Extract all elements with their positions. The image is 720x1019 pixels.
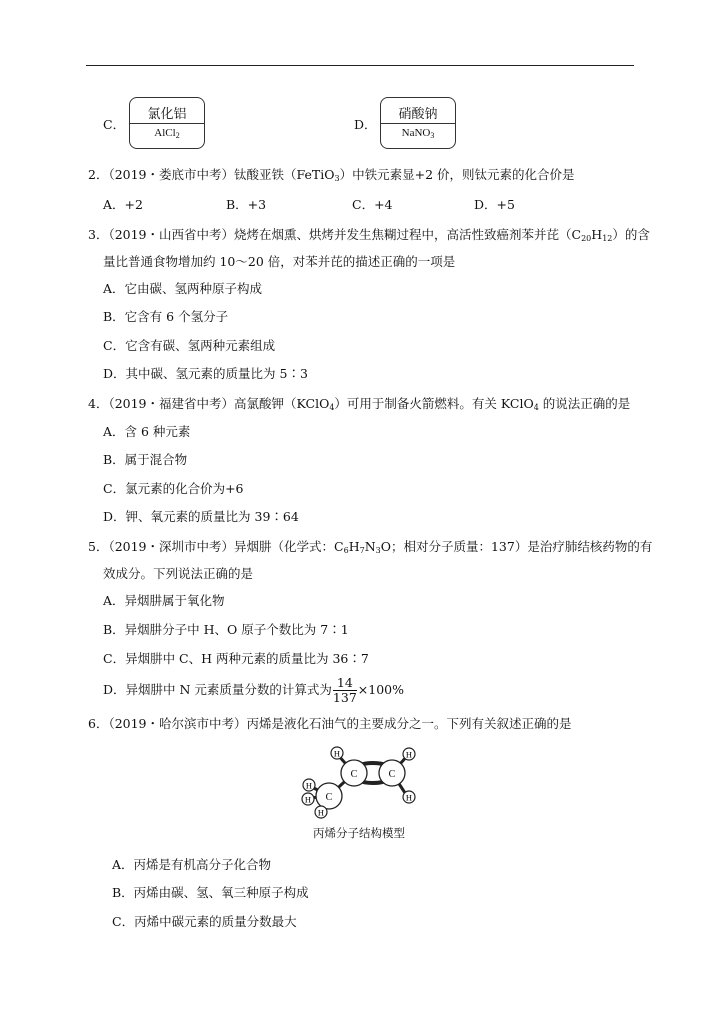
diagram-caption: 丙烯分子结构模型 — [313, 826, 405, 840]
card-c-name: 氯化铝 — [147, 107, 187, 122]
q5-option-c: C．异烟肼中 C、H 两种元素的质量比为 36∶7 — [103, 651, 369, 666]
svg-text:H: H — [405, 749, 413, 760]
q4-option-b: B．属于混合物 — [103, 452, 188, 467]
q1-option-c-card — [129, 97, 205, 149]
svg-text:C: C — [350, 769, 358, 780]
q2-option-a: A．+2 — [103, 197, 143, 212]
card-c-divider — [130, 123, 204, 124]
q4-option-d: D．钾、氧元素的质量比为 39∶64 — [103, 509, 299, 524]
q2-option-c: C．+4 — [352, 197, 393, 212]
svg-text:H: H — [304, 794, 312, 805]
q6-option-b: B．丙烯由碳、氢、氧三种原子构成 — [112, 885, 309, 900]
q4-option-c: C．氯元素的化合价为+6 — [103, 481, 244, 496]
q4-option-a: A．含 6 种元素 — [103, 424, 191, 439]
q6-option-c: C．丙烯中碳元素的质量分数最大 — [112, 914, 297, 929]
q5-option-d: D．异烟肼中 N 元素质量分数的计算式为 $\frac{14}{137}$ ×100% — [103, 675, 404, 705]
q2-option-d: D．+5 — [474, 197, 515, 212]
header-rule — [86, 65, 634, 66]
q5-option-a: A．异烟肼属于氧化物 — [103, 593, 225, 608]
q3-option-c: C．它含有碳、氢两种元素组成 — [103, 338, 276, 353]
card-d-divider — [381, 123, 455, 124]
svg-text:H: H — [305, 780, 313, 791]
q2-stem: 2．（2019・娄底市中考）钛酸亚铁（FeTiO$_3$）中铁元素显+2 价，则钛元素的化合价是 — [88, 167, 575, 183]
fraction: $\frac{14}{137}$ — [332, 675, 357, 705]
svg-text:C: C — [325, 792, 333, 803]
q5-option-b: B．异烟肼分子中 H、O 原子个数比为 7∶1 — [103, 622, 349, 637]
q1-option-c-letter: C． — [103, 117, 126, 132]
q6-option-a: A．丙烯是有机高分子化合物 — [112, 857, 272, 872]
q5-stem-line1: 5．（2019・深圳市中考）异烟肼（化学式：$C_6H_7N_3O$；相对分子质量：137）是治疗肺结核药物的有 — [88, 539, 653, 555]
q3-option-d: D．其中碳、氢元素的质量比为 5∶3 — [103, 366, 308, 381]
q3-stem-line1: 3．（2019・山西省中考）烧烤在烟熏、烘烤并发生焦糊过程中，高活性致癌剂苯并芘$(C_{20}H_{12})$的含 — [88, 227, 650, 243]
svg-text:H: H — [317, 807, 325, 818]
q2-option-b: B．+3 — [226, 197, 267, 212]
q3-option-a: A．它由碳、氢两种原子构成 — [103, 281, 263, 296]
card-c-formula: AlCl$_2$ — [154, 127, 180, 140]
q4-stem: 4．（2019・福建省中考）高氯酸钾（KClO$_4$）可用于制备火箭燃料。有关 KClO$_4$ 的说法正确的是 — [88, 396, 631, 412]
q5-stem-line2: 效成分。下列说法正确的是 — [103, 566, 254, 581]
svg-text:H: H — [405, 792, 413, 803]
q1-option-d-card — [380, 97, 456, 149]
propylene-model-diagram — [296, 740, 426, 822]
q3-option-b: B．它含有 6 个氢分子 — [103, 309, 229, 324]
q6-stem: 6．（2019・哈尔滨市中考）丙烯是液化石油气的主要成分之一。下列有关叙述正确的是 — [88, 716, 572, 731]
svg-text:H: H — [333, 748, 341, 759]
svg-text:C: C — [388, 769, 396, 780]
card-d-name: 硝酸钠 — [398, 107, 438, 122]
card-d-formula: NaNO$_3$ — [401, 127, 435, 140]
q3-stem-line2: 量比普通食物增加约 10～20 倍，对苯并芘的描述正确的一项是 — [103, 254, 456, 269]
q1-option-d-letter: D． — [354, 117, 377, 132]
